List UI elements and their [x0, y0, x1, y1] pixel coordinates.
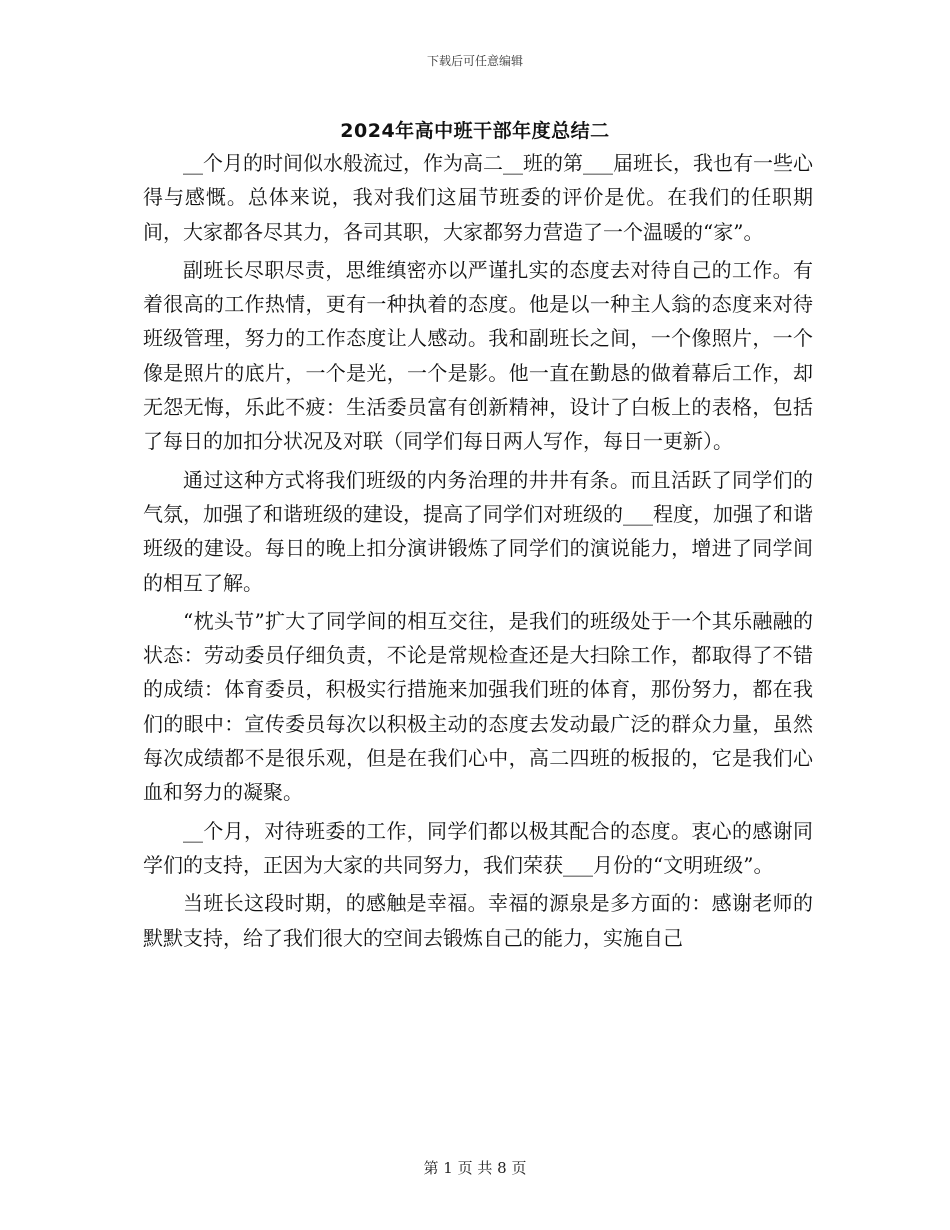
paragraph: “枕头节”扩大了同学间的相互交往，是我们的班级处于一个其乐融融的状态：劳动委员仔细负责，不论是常规检查还是大扫除工作，都取得了不错的成绩：体育委员，积极实行措施来加强我们班的体育，那份努力，都在我们的眼中：宣传委员每次以积极主动的态度去发动最广泛的群众力量，虽然每次成绩都不是很乐观，但是在我们心中，高二四班的板报的，它是我们心血和努力的凝聚。 — [143, 608, 813, 805]
paragraph: __个月，对待班委的工作，同学们都以极其配合的态度。衷心的感谢同学们的支持，正因为大家的共同努力，我们荣获___月份的“文明班级”。 — [143, 818, 813, 877]
paragraph: __个月的时间似水般流过，作为高二__班的第___届班长，我也有一些心得与感慨。总体来说，我对我们这届节班委的评价是优。在我们的任职期间，大家都各尽其力，各司其职，大家都努力营造了一个温暖的“家”。 — [143, 151, 813, 244]
page-number: 第 1 页 共 8 页 — [423, 1159, 527, 1177]
paragraph: 当班长这段时期，的感触是幸福。幸福的源泉是多方面的：感谢老师的默默支持，给了我们很大的空间去锻炼自己的能力，实施自己 — [143, 891, 813, 950]
paragraph: 副班长尽职尽责，思维缜密亦以严谨扎实的态度去对待自己的工作。有着很高的工作热情，更有一种执着的态度。他是以一种主人翁的态度来对待班级管理，努力的工作态度让人感动。我和副班长之间，一个像照片，一个像是照片的底片，一个是光，一个是影。他一直在勤恳的做着幕后工作，却无怨无悔，乐此不疲：生活委员富有创新精神，设计了白板上的表格，包括了每日的加扣分状况及对联（同学们每日两人写作，每日一更新）。 — [143, 257, 813, 454]
download-note: 下载后可任意编辑 — [426, 54, 523, 68]
document-title: 2024年高中班干部年度总结二 — [340, 120, 610, 142]
paragraph: 通过这种方式将我们班级的内务治理的井井有条。而且活跃了同学们的气氛，加强了和谐班级的建设，提高了同学们对班级的___程度，加强了和谐班级的建设。每日的晚上扣分演讲锻炼了同学们的演说能力，增进了同学间的相互了解。 — [143, 467, 813, 595]
document-body — [143, 146, 813, 959]
